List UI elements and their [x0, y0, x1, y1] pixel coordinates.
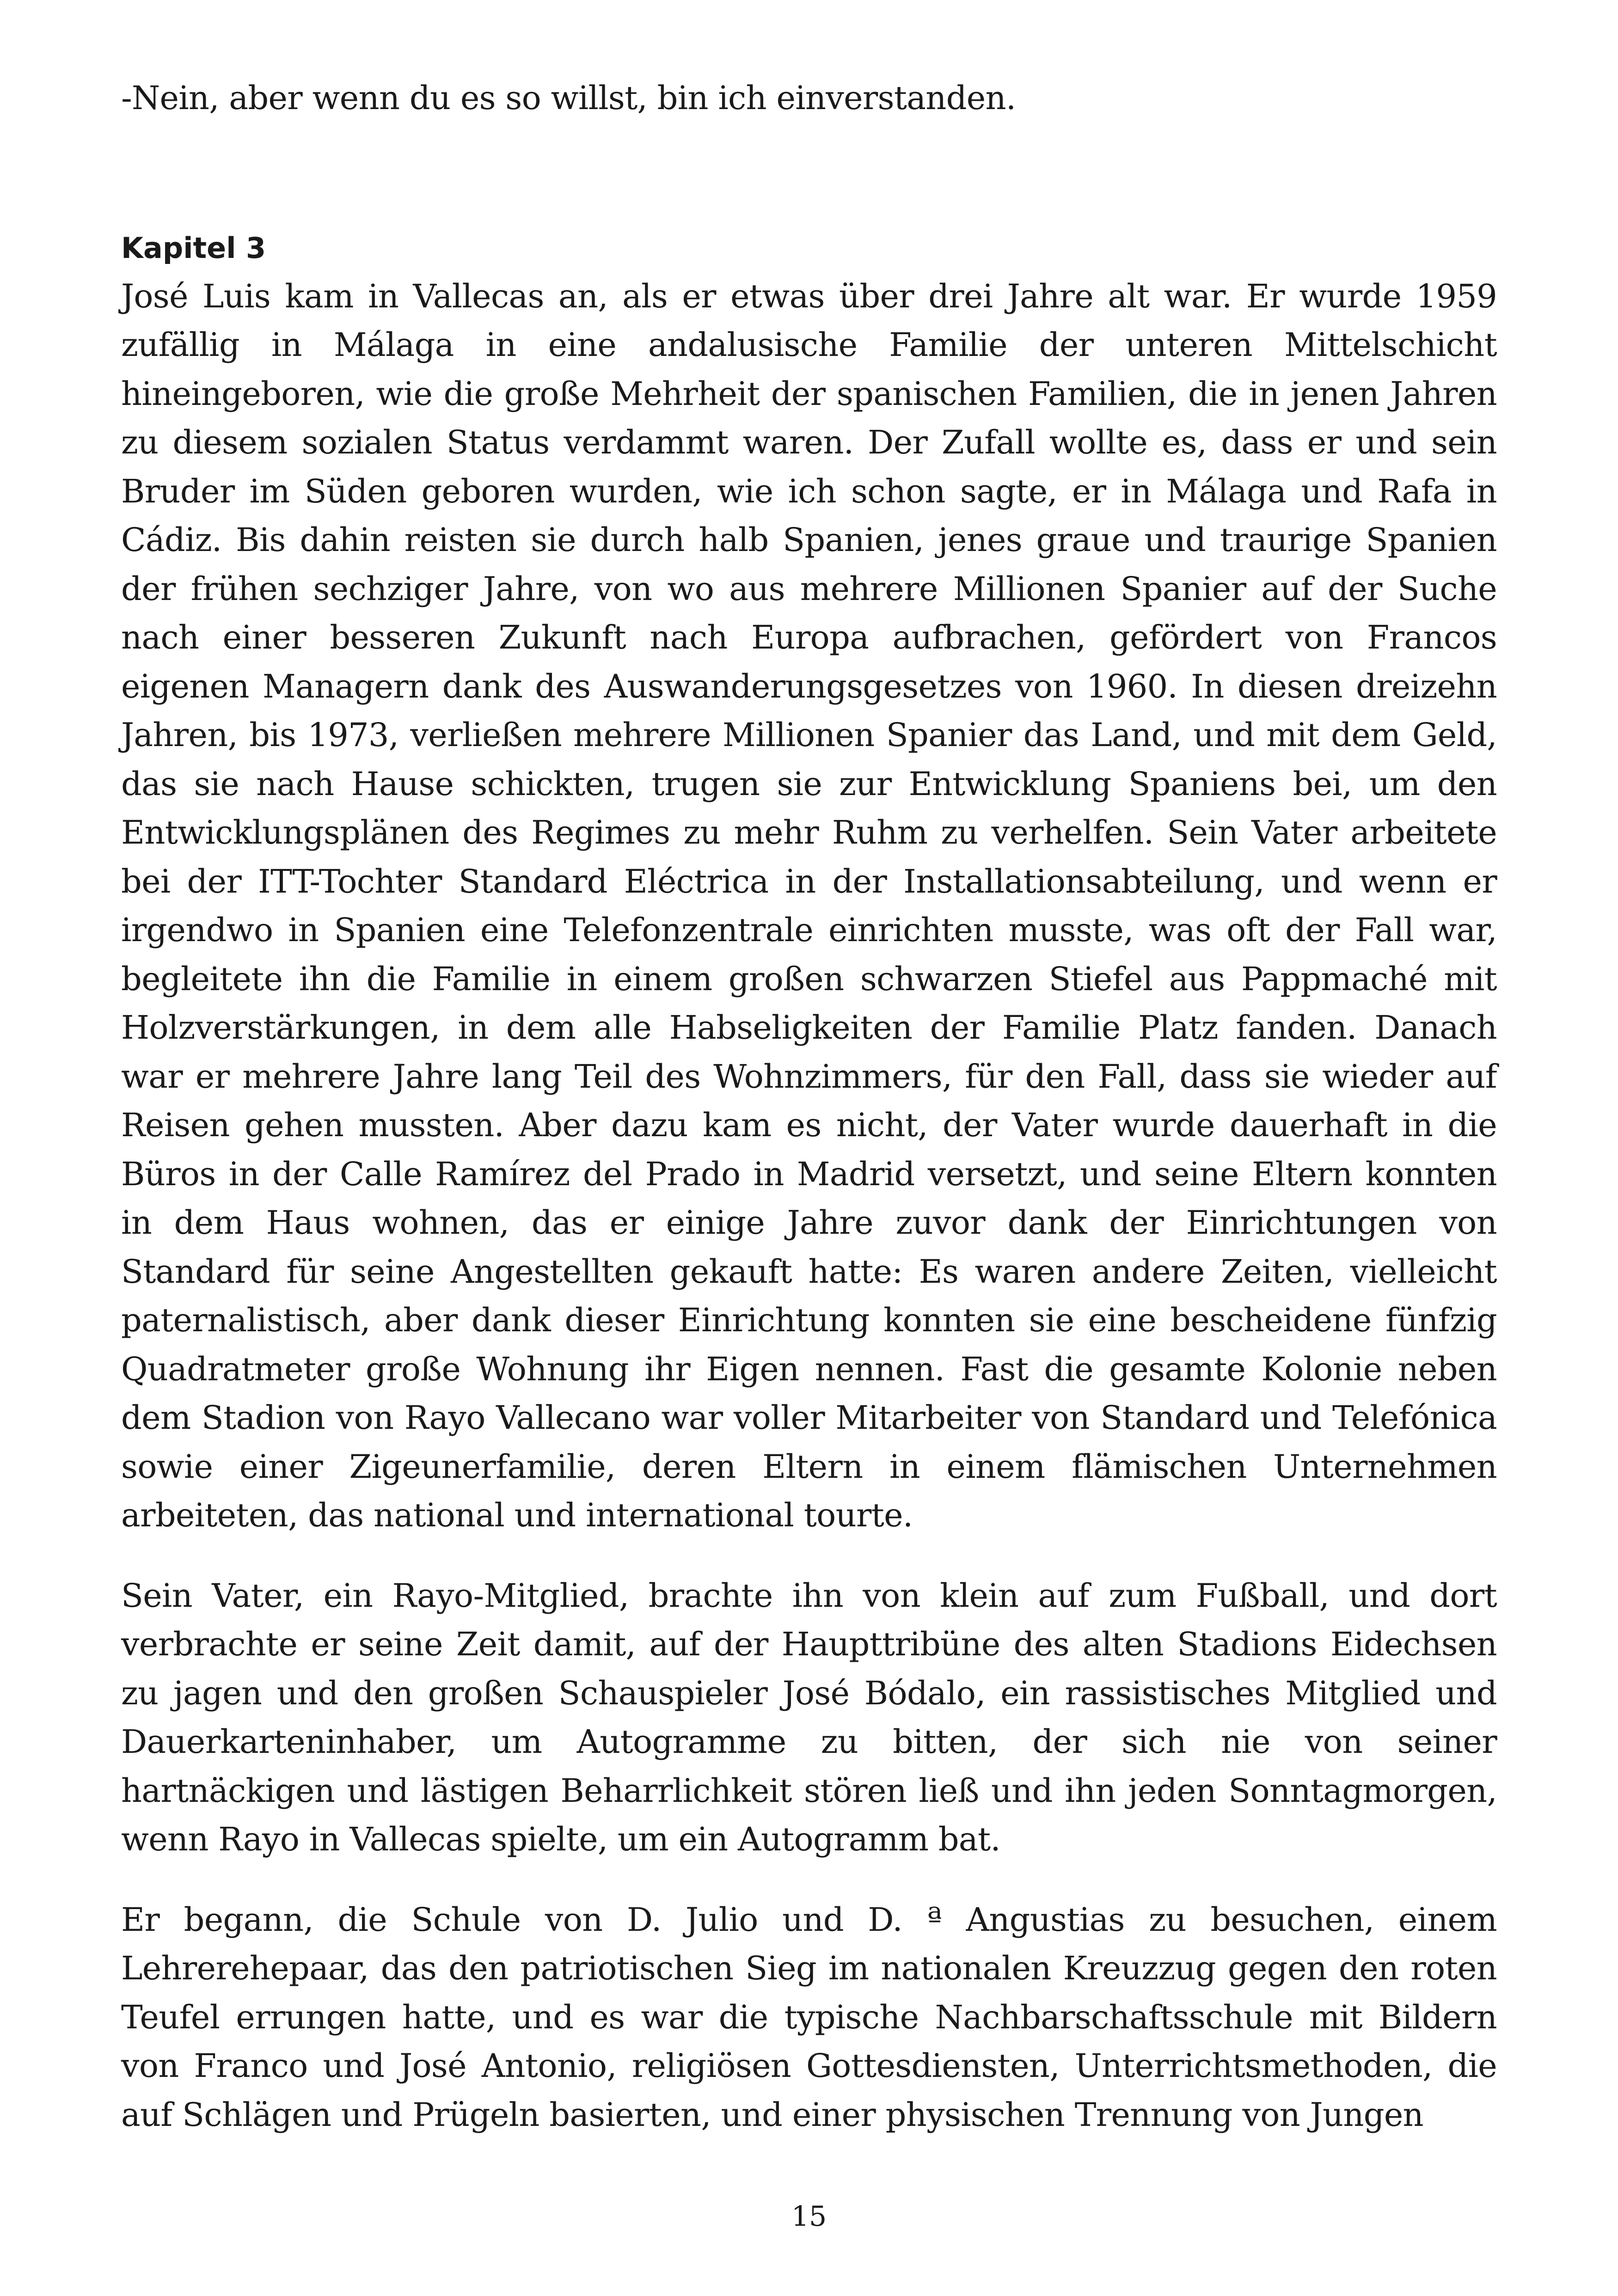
paragraph-1: José Luis kam in Vallecas an, als er etwas über drei Jahre alt war. Er wurde 1959 zufällig in Málaga in eine andalusische Familie der unteren Mittelschicht hineingeboren, wie die große Mehrheit der spanischen Familien, die in jenen Jahren zu diesem sozialen Status verdammt waren. Der Zufall wollte es, dass er und sein Bruder im Süden geboren wurden, wie ich schon sagte, er in Málaga und Rafa in Cádiz. Bis dahin reisten sie durch halb Spanien, jenes graue und traurige Spanien der frühen sechziger Jahre, von wo aus mehrere Millionen Spanier auf der Suche nach einer besseren Zukunft nach Europa aufbrachen, gefördert von Francos eigenen Managern dank des Auswanderungsgesetzes von 1960. In diesen dreizehn Jahren, bis 1973, verließen mehrere Millionen Spanier das Land, und mit dem Geld, das sie nach Hause schickten, trugen sie zur Entwicklung Spaniens bei, um den Entwicklungsplänen des Regimes zu mehr Ruhm zu verhelfen. Sein Vater arbeitete bei der ITT-Tochter Standard Eléctrica in der Installationsabteilung, und wenn er irgendwo in Spanien eine Telefonzentrale einrichten musste, was oft der Fall war, begleitete ihn die Familie in einem großen schwarzen Stiefel aus Pappmaché mit Holzverstärkungen, in dem alle Habseligkeiten der Familie Platz fanden. Danach war er mehrere Jahre lang Teil des Wohnzimmers, für den Fall, dass sie wieder auf Reisen gehen mussten. Aber dazu kam es nicht, der Vater wurde dauerhaft in die Büros in der Calle Ramírez del Prado in Madrid versetzt, und seine Eltern konnten in dem Haus wohnen, das er einige Jahre zuvor dank der Einrichtungen von Standard für seine Angestellten gekauft hatte: Es waren andere Zeiten, vielleicht paternalistisch, aber dank dieser Einrichtung konnten sie eine bescheidene fünfzig Quadratmeter große Wohnung ihr Eigen nennen. Fast die gesamte Kolonie neben dem Stadion von Rayo Vallecano war voller Mitarbeiter von Standard und Telefónica sowie einer Zigeunerfamilie, deren Eltern in einem flämischen Unternehmen arbeiteten, das national und international tourte. [121, 277, 1497, 1534]
intro-line: -Nein, aber wenn du es so willst, bin ich einverstanden. [121, 79, 1016, 117]
paragraph-3: Er begann, die Schule von D. Julio und D. ª Angustias zu besuchen, einem Lehrerehepaar, das den patriotischen Sieg im nationalen Kreuzzug gegen den roten Teufel errungen hatte, und es war die typische Nachbarschaftsschule mit Bildern von Franco und José Antonio, religiösen Gottesdiensten, Unterrichtsmethoden, die auf Schlägen und Prügeln basierten, und einer physischen Trennung von Jungen [121, 1900, 1497, 2134]
page-content [121, 74, 1497, 2139]
paragraph-2: Sein Vater, ein Rayo-Mitglied, brachte ihn von klein auf zum Fußball, und dort verbrachte er seine Zeit damit, auf der Haupttribüne des alten Stadions Eidechsen zu jagen und den großen Schauspieler José Bódalo, ein rassistisches Mitglied und Dauerkarteninhaber, um Autogramme zu bitten, der sich nie von seiner hartnäckigen und lästigen Beharrlichkeit stören ließ und ihn jeden Sonntagmorgen, wenn Rayo in Vallecas spielte, um ein Autogramm bat. [121, 1576, 1497, 1858]
chapter-title: Kapitel 3 [121, 231, 266, 265]
page-number: 15 [791, 2200, 827, 2233]
